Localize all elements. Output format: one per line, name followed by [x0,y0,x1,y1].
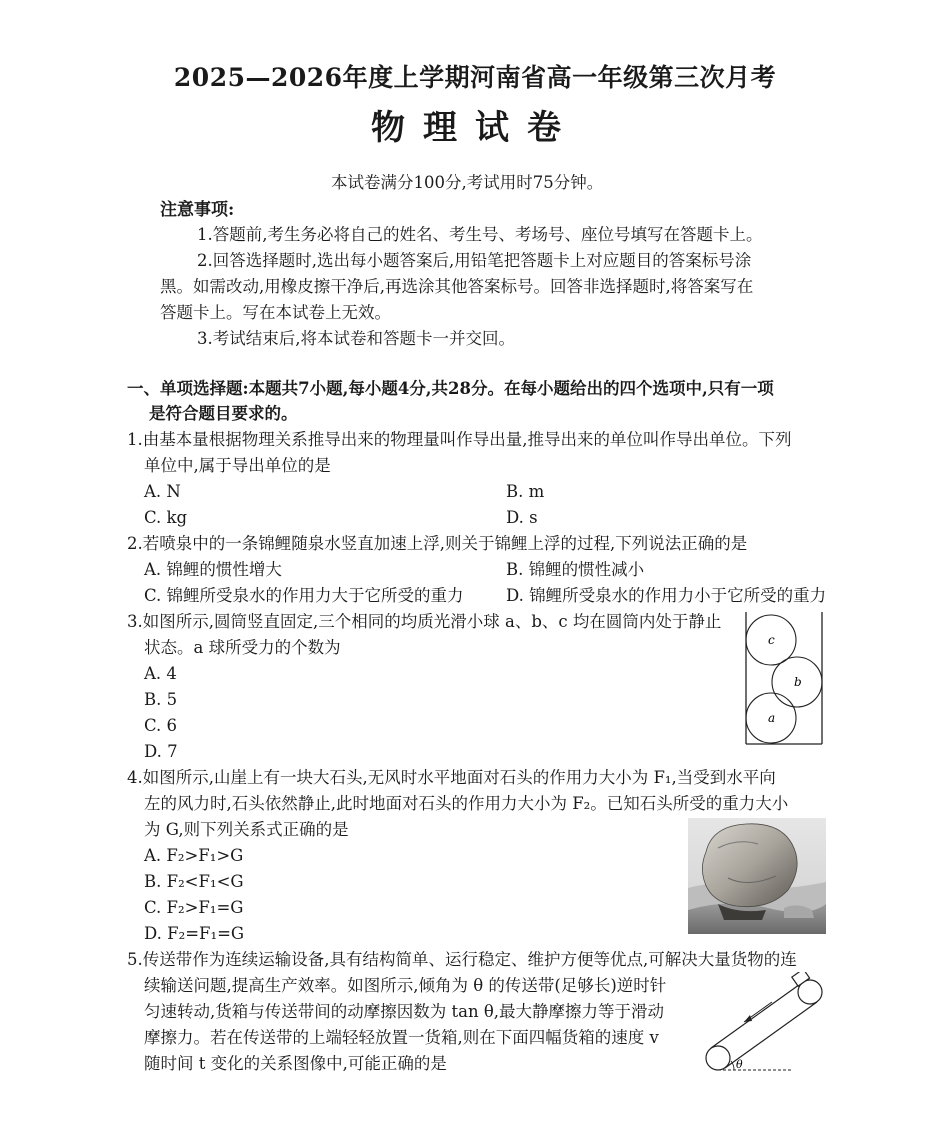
q3-option-d: D. 7 [144,742,178,761]
q3-option-c: C. 6 [144,716,178,735]
exam-title: 2025—2026年度上学期河南省高一年级第三次月考 [173,63,777,92]
q1-option-a: A. N [144,482,181,501]
q3-option-a: A. 4 [144,664,177,683]
q1-option-d: D. s [506,508,538,527]
rotation-arrow-head [744,1015,752,1022]
ball-b-label: b [794,675,802,689]
q4-stem-line-2: 左的风力时,石头依然静止,此时地面对石头的作用力大小为 F₂。已知石头所受的重力大小 [144,794,789,813]
ball-c-label: c [768,633,775,647]
q4-option-d: D. F₂=F₁=G [144,924,245,943]
q1-option-b: B. m [506,482,545,501]
q3-cylinder-figure [742,610,826,750]
q2-option-d: D. 锦鲤所受泉水的作用力小于它所受的重力 [506,586,827,605]
q3-stem-line-1: 3.如图所示,圆筒竖直固定,三个相同的均质光滑小球 a、b、c 均在圆筒内处于静止 [127,612,722,631]
notice-item-3: 3.考试结束后,将本试卷和答题卡一并交回。 [197,329,515,348]
q1-stem-line-1: 1.由基本量根据物理关系推导出来的物理量叫作导出量,推导出来的单位叫作导出单位。下列 [127,430,792,449]
q2-stem: 2.若喷泉中的一条锦鲤随泉水竖直加速上浮,则关于锦鲤上浮的过程,下列说法正确的是 [127,534,748,553]
q3-option-b: B. 5 [144,690,178,709]
ball-a-label: a [768,711,776,725]
theta-label: θ [736,1058,743,1071]
q3-stem-line-2: 状态。a 球所受力的个数为 [144,638,341,657]
q1-stem-line-2: 单位中,属于导出单位的是 [144,456,331,475]
notice-item-2-line-2: 黑。如需改动,用橡皮擦干净后,再选涂其他答案标号。回答非选择题时,将答案写在 [160,277,754,296]
section-1-heading-line-1: 一、单项选择题:本题共7小题,每小题4分,共28分。在每小题给出的四个选项中,只有一项 [127,379,774,398]
q1-option-c: C. kg [144,508,188,527]
q5-stem-line-2: 续输送问题,提高生产效率。如图所示,倾角为 θ 的传送带(足够长)逆时针 [144,976,667,995]
q2-option-b: B. 锦鲤的惯性减小 [506,560,645,579]
boulder-photo [688,818,826,934]
section-1-heading-line-2: 是符合题目要求的。 [149,404,298,423]
q2-option-a: A. 锦鲤的惯性增大 [144,560,282,579]
q5-conveyor-figure [700,972,830,1076]
notice-item-1: 1.答题前,考生务必将自己的姓名、考生号、考场号、座位号填写在答题卡上。 [197,225,763,244]
q4-option-a: A. F₂>F₁>G [144,846,244,865]
q5-stem-line-3: 匀速转动,货箱与传送带间的动摩擦因数为 tan θ,最大静摩擦力等于滑动 [144,1002,665,1021]
notice-heading: 注意事项: [160,200,235,220]
q2-option-c: C. 锦鲤所受泉水的作用力大于它所受的重力 [144,586,464,605]
q5-stem-line-1: 5.传送带作为连续运输设备,具有结构简单、运行稳定、维护方便等优点,可解决大量货物的连 [127,950,797,969]
q4-option-c: C. F₂>F₁=G [144,898,244,917]
q5-stem-line-5: 随时间 t 变化的关系图像中,可能正确的是 [144,1054,447,1073]
q5-stem-line-4: 摩擦力。若在传送带的上端轻轻放置一货箱,则在下面四幅货箱的速度 v [144,1028,659,1047]
notice-item-2-line-3: 答题卡上。写在本试卷上无效。 [160,303,391,322]
q4-option-b: B. F₂<F₁<G [144,872,244,891]
subject-title: 物理试卷 [371,108,579,148]
belt-top [711,982,803,1048]
exam-info: 本试卷满分100分,考试用时75分钟。 [331,173,604,192]
q4-stem-line-3: 为 G,则下列关系式正确的是 [144,820,349,839]
notice-item-2-line-1: 2.回答选择题时,选出每小题答案后,用铅笔把答题卡上对应题目的答案标号涂 [197,251,752,270]
q4-stem-line-1: 4.如图所示,山崖上有一块大石头,无风时水平地面对石头的作用力大小为 F₁,当受到水平向 [127,768,776,787]
